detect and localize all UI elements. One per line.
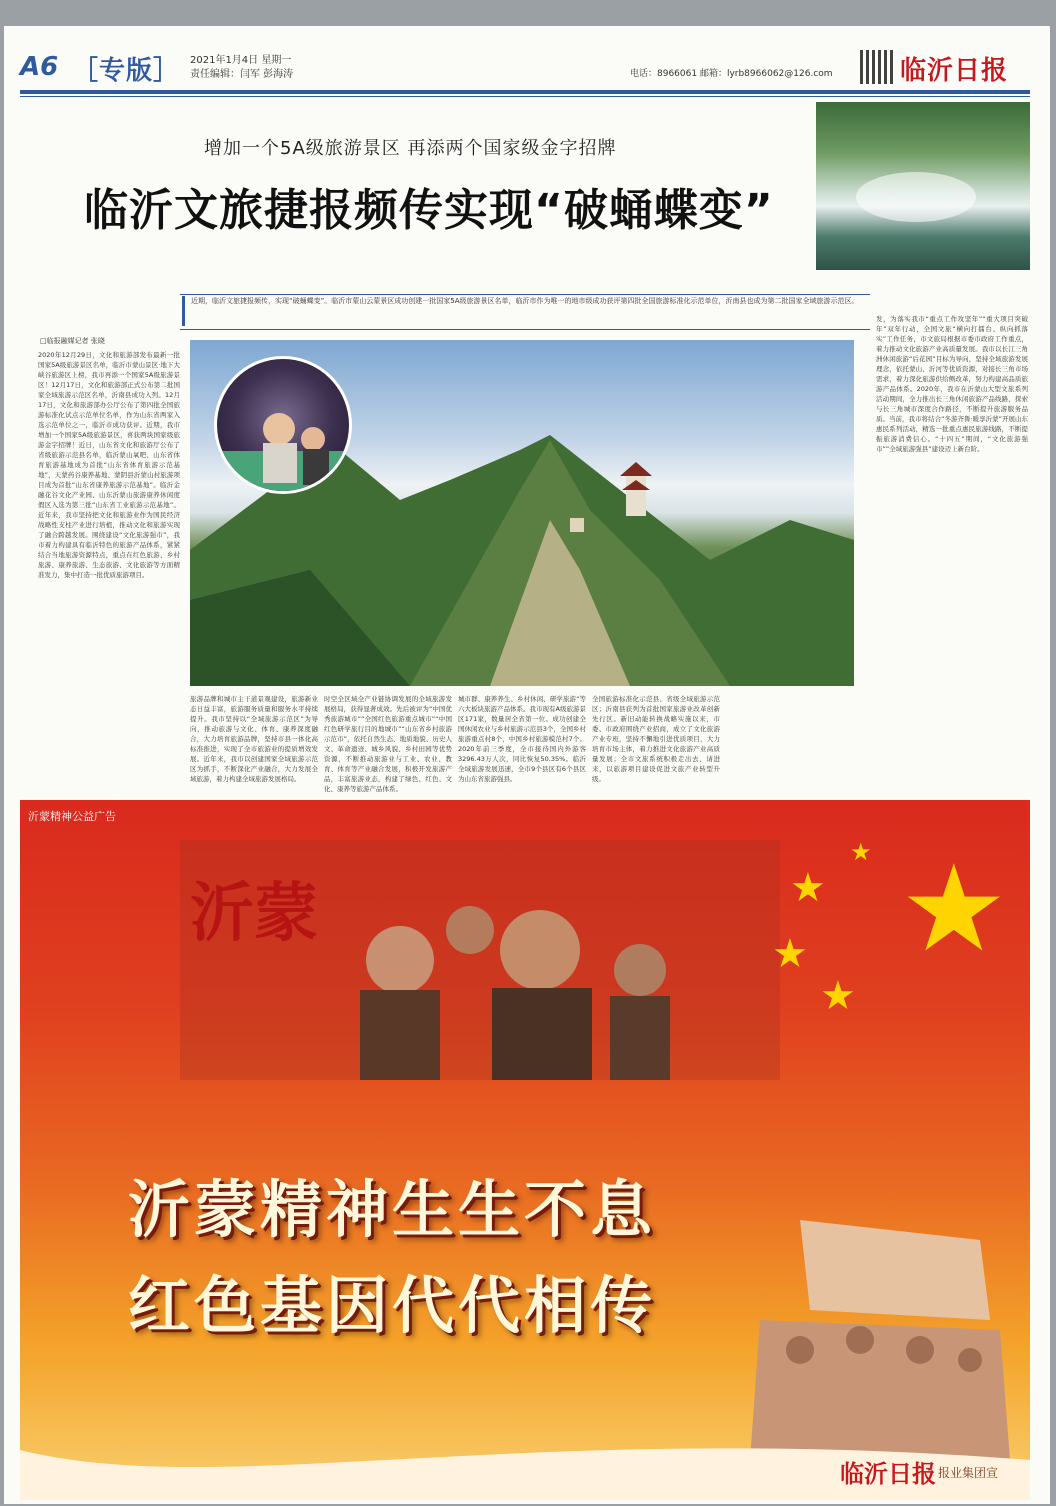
ad-footer-text: 报业集团宣 — [938, 1466, 999, 1480]
section-title: ［专版］ — [72, 56, 181, 86]
article-column-5: 全国旅游标准化示范县、省级全域旅游示范区；沂南县获列为首批国家旅游业改革创新先行区。新旧动能转换战略实施以来，市委、市政府围绕产业招商，成立了文化旅游产业专班，坚持不懈地引进优质项目，大力培育市场主体，着力推进文化旅游产业高质量发展；全市文旅系统积极走出去、请进来，以旅游项目建设促进文旅产业转型升级。 — [592, 695, 720, 783]
masthead — [20, 50, 1030, 90]
newspaper-page — [4, 26, 1050, 1504]
article-column-4: 城市群、康养养生、乡村休闲、研学旅游“等六大板块旅游产品体系。我市现有A级旅游景区171家，数量居全省第一位。成功创建全国休闲农业与乡村旅游示范县3个，全国乡村旅游重点村8个，中国乡村旅游模范村7个。2020年前三季度，全市接待国内外游客3296.43万人次，同比恢复50.35%。临沂全域旅游发展迅速，全市9个县区有6个县区为山东省旅游强县。 — [458, 695, 586, 783]
ad-slogan-line-1: 沂蒙精神生生不息 — [128, 1173, 657, 1246]
ad-slogan-line-2: 红色基因代代相传 — [128, 1269, 657, 1342]
article-column-3: 时空全区域全产业链协调发展的全域旅游发展格局，获得显著成效。先后被评为“中国优秀旅游城市”“全国红色旅游重点城市”“中国红色研学旅行目的地城市”“山东省乡村旅游示范市”，依托自然生态、地质地貌、历史人文、革命遗迹、城乡风貌、乡村田园等优势资源，不断推动旅游业与工业、农业、教育、体育等产业融合发展，积极开发旅游产品，丰富旅游业态，构建了绿色、红色、文化、康养等旅游产品体系。 — [324, 695, 452, 793]
flag-star-small-icon: ★ — [772, 931, 808, 977]
waterfall-photo — [816, 102, 1030, 270]
flag-star-large-icon: ★ — [900, 840, 1008, 979]
masthead-rule — [20, 90, 1030, 94]
article-lead: 近期，临沂文旅捷报频传，实现“破蛹蝶变”。临沂市蒙山云蒙景区成功创建一批国家5A级旅游景区名单，临沂市作为唯一的地市级成功获评第四批全国旅游标准化示范单位，沂南县也成为第二批国家全域旅游示范区。 — [182, 296, 871, 326]
flag-star-small-icon: ★ — [850, 838, 872, 866]
flag-star-small-icon: ★ — [820, 973, 856, 1019]
inset-photo — [214, 356, 352, 494]
article-column-1: 2020年12月29日，文化和旅游部发布最新一批国家5A级旅游景区名单，临沂市蒙山景区·地下大峡谷旅游区上榜，我市再添一个国家5A级旅游景区！12月17日，文化和旅游部正式公布第二批国家全域旅游示范区名单，沂南县成功入列。12月17日，文化和旅游部办公厅公布了第四批全国旅游标准化试点示范单位名单，作为山东省两家入选示范单位之一，临沂市成功获评。近期，我市增加一个国家5A级旅游景区，喜获两块国家级旅游金字招牌！近日，山东省文化和旅游厅公布了省级旅游示范县名单，临沂蒙山氧吧、山东省体育旅游基地成为首批“山东省体育旅游示范基地”，天蒙药谷康养基地、蒙阴县沂蒙山村旅游项目成为首批“山东省康养旅游示范基地”。临沂金融花谷文化产业园、山东沂蒙山旅游康养休闲度假区入选为第三批“山东省工业旅游示范基地”。近年来，我市坚持把文化和旅游业作为国民经济战略性支柱产业进行培植，推动文化和旅游实现了融合跨越发展。围绕建设“文化旅游强市”，我市着力构建具有临沂特色的旅游产品体系，紧紧结合当地旅游资源特点，重点在红色旅游、乡村旅游、康养旅游、生态旅游、文化旅游等方面精准发力，集中打造一批优质旅游项目。 — [38, 351, 180, 579]
flag-star-small-icon: ★ — [790, 865, 826, 911]
page-number: A6 — [20, 52, 59, 82]
ad-footer-logo: 临沂日报 — [840, 1459, 936, 1488]
qr-code-icon — [860, 50, 894, 84]
public-service-ad — [20, 800, 1030, 1500]
byline: □临报融媒记者 张晓 — [40, 337, 105, 345]
ad-calligraphy: 沂蒙 — [190, 876, 318, 951]
editor: 责任编辑：闫军 彭海涛 — [190, 69, 294, 80]
newspaper-logo: 临沂日报 — [900, 56, 1009, 86]
ad-label: 沂蒙精神公益广告 — [28, 810, 116, 823]
article-column-2: 旅游品牌和城市主干道景观建设，旅游新业态日益丰富，旅游服务质量和服务水平持续提升。我市坚持以“全域旅游示范区”为导向，推动旅游与文化、体育、康养深度融合，大力培育旅游品牌，坚持市县一体化高标准推进，实现了全市旅游业的提质增效发展。近年来，我市以创建国家全域旅游示范区为抓手，不断深化产业融合，大力发展全域旅游，着力构建全域旅游发展格局。 — [190, 695, 318, 783]
article-subtitle: 增加一个5A级旅游景区 再添两个国家级金字招牌 — [204, 138, 617, 159]
article-column-6: 发，为落实我市“重点工作攻坚年”“重大项目突破年”双年行动，全国文旅“横向打擂台、纵向抓落实”工作任务，市文旅局根据市委市政府工作重点，着力推动文化旅游产业高质量发展。我市以长江三角洲休闲旅游“后花园”目标为导向，坚持全域旅游发展理念，依托蒙山、沂河等优质资源，对接长三角市场需求，着力深化旅游供给侧改革，努力构建高品质旅游产品体系。2020年，我市在沂蒙山大型文旅系列活动期间，全力推出长三角休闲旅游产品线路，探索与长三角城市深度合作路径，不断提升旅游服务品质。当前，我市将结合“冬游齐鲁·暖享沂蒙”开展山东惠民系列活动，精选一批重点惠民旅游线路，不断提振旅游消费信心。“十四五”期间，“文化旅游强市”“全域旅游强县”建设迈上新台阶。 — [876, 315, 1028, 453]
contact-info: 电话：8966061 邮箱：lyrb8966062@126.com — [630, 69, 833, 79]
date: 2021年1月4日 星期一 — [190, 55, 292, 66]
masthead-rule-thin — [20, 96, 1030, 97]
dateline — [190, 54, 293, 82]
article-headline: 临沂文旅捷报频传实现“破蛹蝶变” — [84, 185, 774, 236]
